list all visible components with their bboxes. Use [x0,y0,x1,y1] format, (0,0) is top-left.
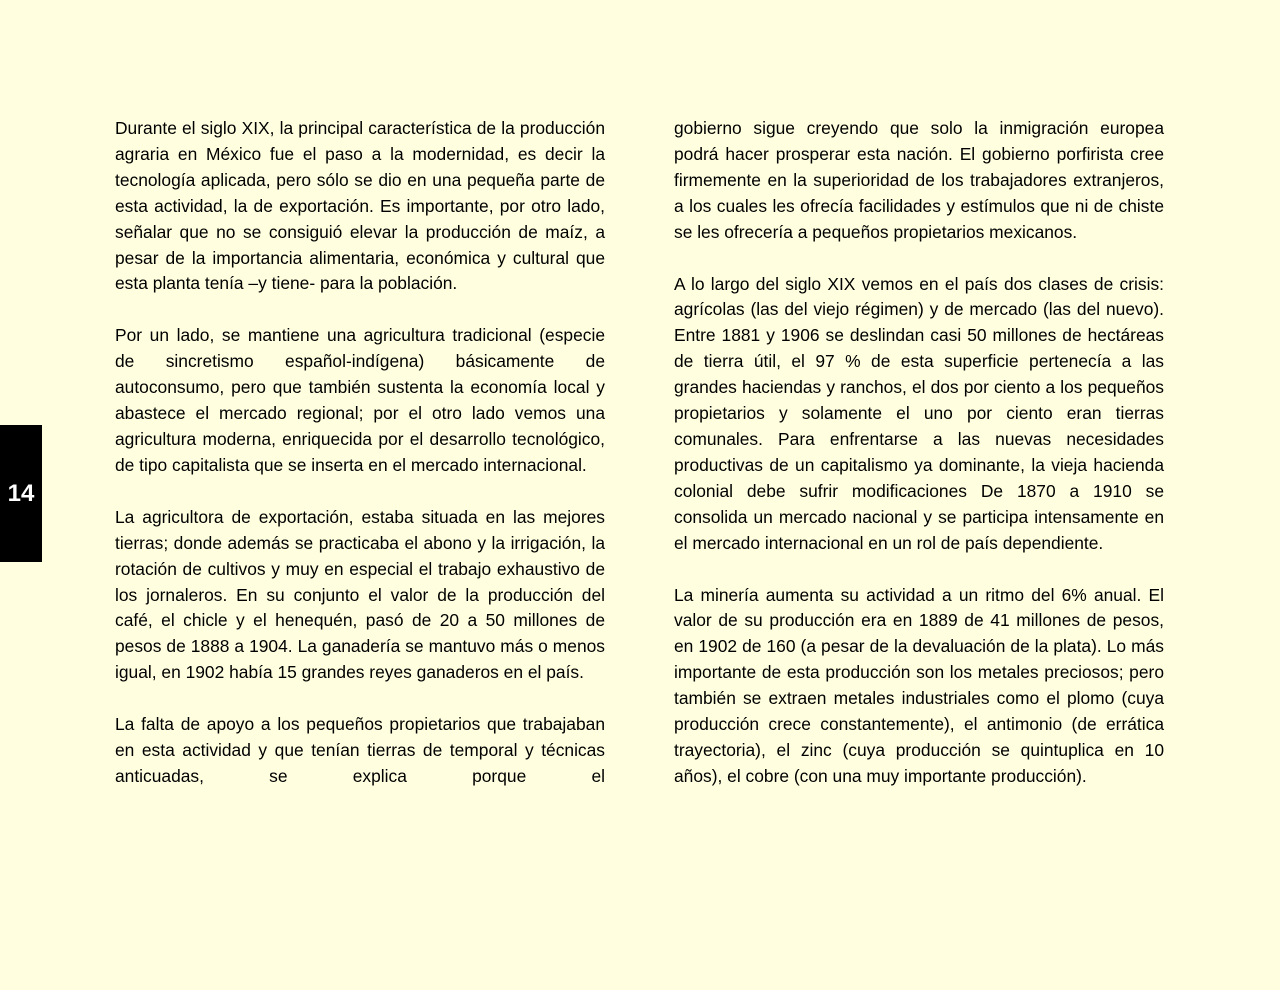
right-column [674,116,1164,816]
paragraph: Durante el siglo XIX, la principal característica de la producción agraria en México fue el paso a la modernidad, es decir la tecnología aplicada, pero sólo se dio en una pequeña parte de esta actividad, la de exportación. Es importante, por otro lado, señalar que no se consiguió elevar la producción de maíz, a pesar de la importancia alimentaria, económica y cultural que esta planta tenía –y tiene- para la población. [115,118,605,294]
paragraph: Por un lado, se mantiene una agricultura tradicional (especie de sincretismo español-indígena) básicamente de autoconsumo, pero que también sustenta la economía local y abastece el mercado regional; por el otro lado vemos una agricultura moderna, enriquecida por el desarrollo tecnológico, de tipo capitalista que se inserta en el mercado internacional. [115,325,605,475]
paragraph: gobierno sigue creyendo que solo la inmigración europea podrá hacer prosperar esta nación. El gobierno porfirista cree firmemente en la superioridad de los trabajadores extranjeros, a los cuales les ofrecía facilidades y estímulos que ni de chiste se les ofrecería a pequeños propietarios mexicanos. [674,118,1164,242]
paragraph: La agricultora de exportación, estaba situada en las mejores tierras; donde además se practicaba el abono y la irrigación, la rotación de cultivos y muy en especial el trabajo exhaustivo de los jornaleros. En su conjunto el valor de la producción del café, el chicle y el henequén, pasó de 20 a 50 millones de pesos de 1888 a 1904. La ganadería se mantuvo más o menos igual, en 1902 había 15 grandes reyes ganaderos en el país. [115,506,605,683]
paragraph: La falta de apoyo a los pequeños propietarios que trabajaban en esta actividad y que tenían tierras de temporal y técnicas anticuadas, se explica porque el [115,714,605,786]
paragraph: La minería aumenta su actividad a un ritmo del 6% anual. El valor de su producción era en 1889 de 41 millones de pesos, en 1902 de 160 (a pesar de la devaluación de la plata). Lo más importante de esta producción son los metales preciosos; pero también se extraen metales industriales como el plomo (cuya producción crece constantemente), el antimonio (de errática trayectoria), el zinc (cuya producción se quintuplica en 10 años), el cobre (con una muy importante producción). [674,584,1164,786]
page-number-tab [0,425,42,562]
page-number: 14 [7,479,35,507]
left-column [115,116,605,816]
paragraph: A lo largo del siglo XIX vemos en el país dos clases de crisis: agrícolas (las del viejo régimen) y de mercado (las del nuevo). Entre 1881 y 1906 se deslindan casi 50 millones de hectáreas de tierra útil, el 97 % de esta superficie pertenecía a las grandes haciendas y ranchos, el dos por ciento a los pequeños propietarios y solamente el uno por ciento eran tierras comunales. Para enfrentarse a las nuevas necesidades productivas de un capitalismo ya dominante, la vieja hacienda colonial debe sufrir modificaciones De 1870 a 1910 se consolida un mercado nacional y se participa intensamente en el mercado internacional en un rol de país dependiente. [674,273,1164,553]
